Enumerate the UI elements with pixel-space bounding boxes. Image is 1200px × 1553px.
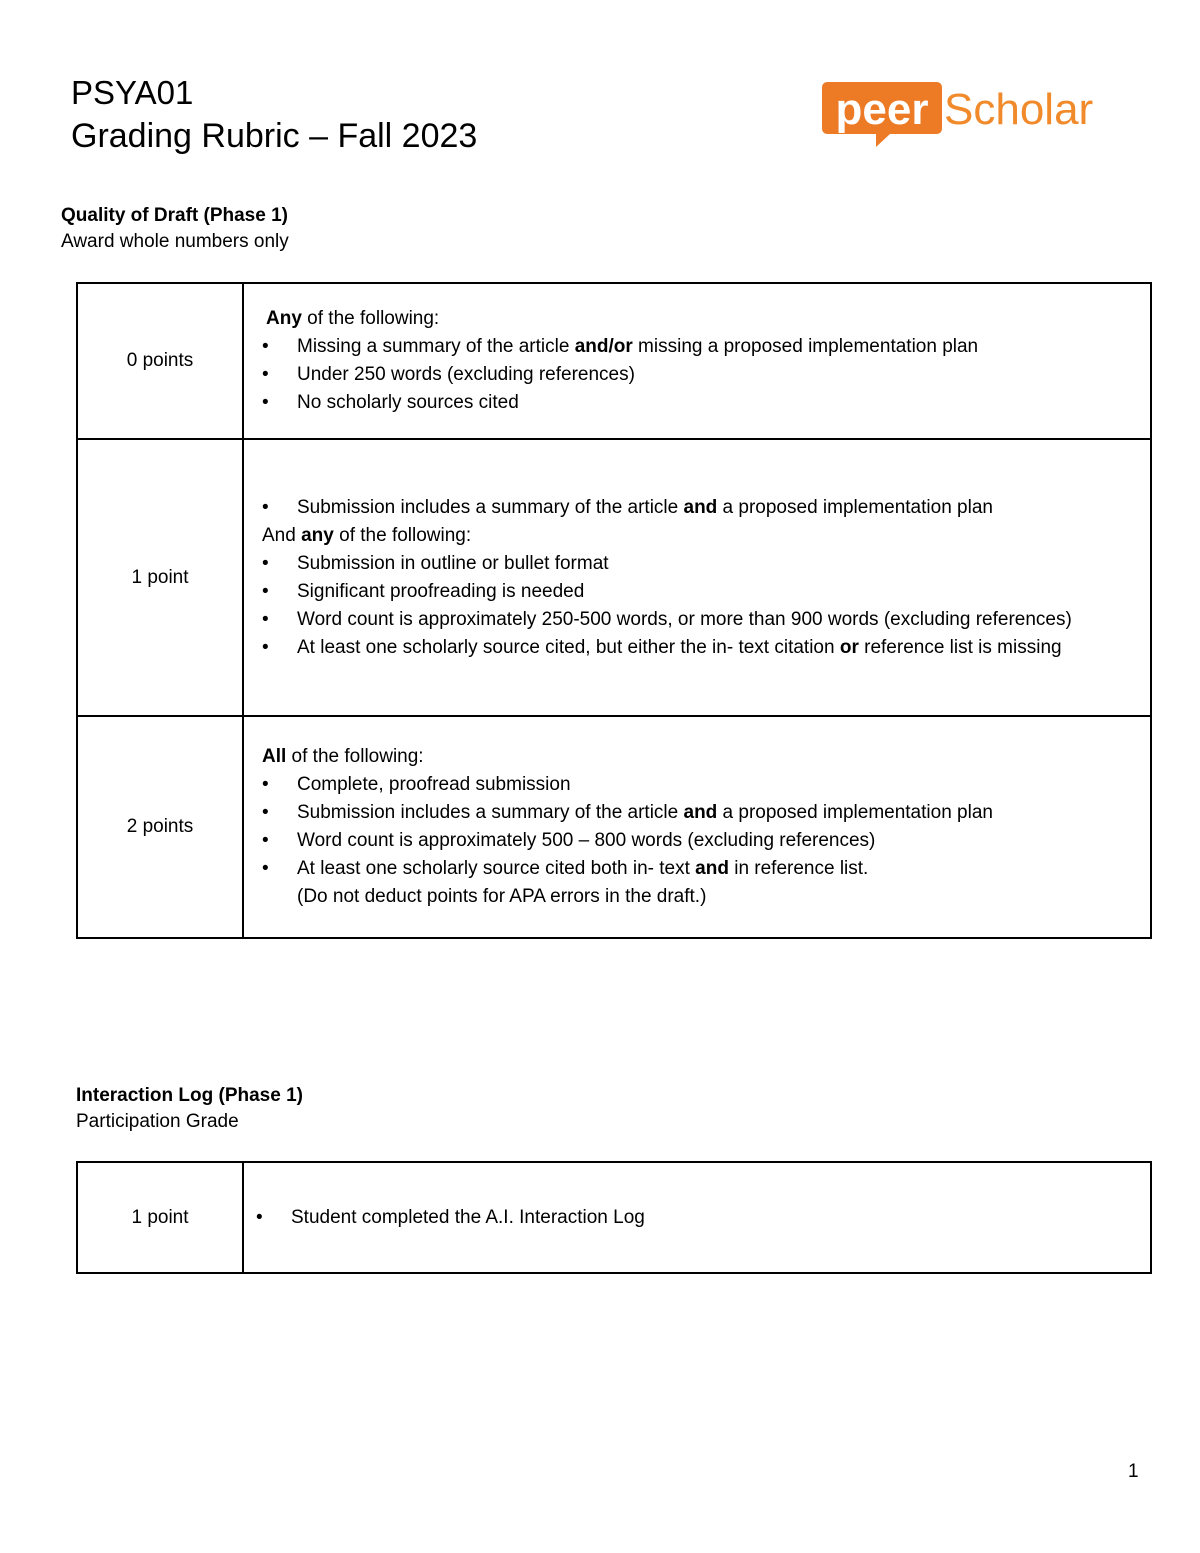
peerscholar-logo <box>818 74 1118 150</box>
points-cell: 1 point <box>77 1162 243 1273</box>
criteria-bullet: • Significant proofreading is needed <box>262 578 1136 606</box>
points-cell: 2 points <box>77 716 243 938</box>
table-row <box>77 283 1151 439</box>
quality-of-draft-table <box>76 282 1152 939</box>
document-title: Grading Rubric – Fall 2023 <box>71 117 478 155</box>
criteria-bullet: • At least one scholarly source cited, but either the in- text citation or reference list is missing <box>262 634 1136 662</box>
criteria-bullet: • Submission includes a summary of the article and a proposed implementation plan <box>262 494 1136 522</box>
table-row <box>77 439 1151 716</box>
table-row <box>77 1162 1151 1273</box>
logo-text-scholar: Scholar <box>944 85 1094 134</box>
criteria-intro: And any of the following: <box>262 524 472 546</box>
criteria-intro: All of the following: <box>262 746 424 767</box>
criteria-bullet: • At least one scholarly source cited both in- text and in reference list. <box>262 855 1136 883</box>
table-row <box>77 716 1151 938</box>
criteria-note: (Do not deduct points for APA errors in the draft.) <box>297 886 707 907</box>
criteria-bullet: • No scholarly sources cited <box>262 389 1136 417</box>
page-number: 1 <box>1128 1461 1139 1482</box>
criteria-bullet: • Word count is approximately 250-500 words, or more than 900 words (excluding references) <box>262 606 1136 634</box>
interaction-log-table <box>76 1161 1152 1274</box>
section-subtitle: Award whole numbers only <box>61 231 289 252</box>
course-code: PSYA01 <box>71 74 194 111</box>
criteria-bullet: • Submission includes a summary of the article and a proposed implementation plan <box>262 799 1136 827</box>
criteria-cell <box>243 716 1151 938</box>
criteria-bullet: • Submission in outline or bullet format <box>262 550 1136 578</box>
criteria-bullet: • Word count is approximately 500 – 800 words (excluding references) <box>262 827 1136 855</box>
section-subtitle: Participation Grade <box>76 1111 239 1132</box>
criteria-bullet: • Missing a summary of the article and/or missing a proposed implementation plan <box>262 333 1136 361</box>
points-cell: 1 point <box>77 439 243 716</box>
criteria-bullet: • Complete, proofread submission <box>262 771 1136 799</box>
criteria-bullet: • Student completed the A.I. Interaction Log <box>256 1204 1136 1232</box>
logo-text-peer: peer <box>835 85 929 134</box>
criteria-cell <box>243 1162 1151 1273</box>
criteria-cell <box>243 439 1151 716</box>
criteria-bullet: • Under 250 words (excluding references) <box>262 361 1136 389</box>
criteria-cell <box>243 283 1151 439</box>
criteria-intro: Any of the following: <box>266 308 440 329</box>
points-cell: 0 points <box>77 283 243 439</box>
section-title: Interaction Log (Phase 1) <box>76 1085 303 1106</box>
section-title: Quality of Draft (Phase 1) <box>61 205 288 226</box>
